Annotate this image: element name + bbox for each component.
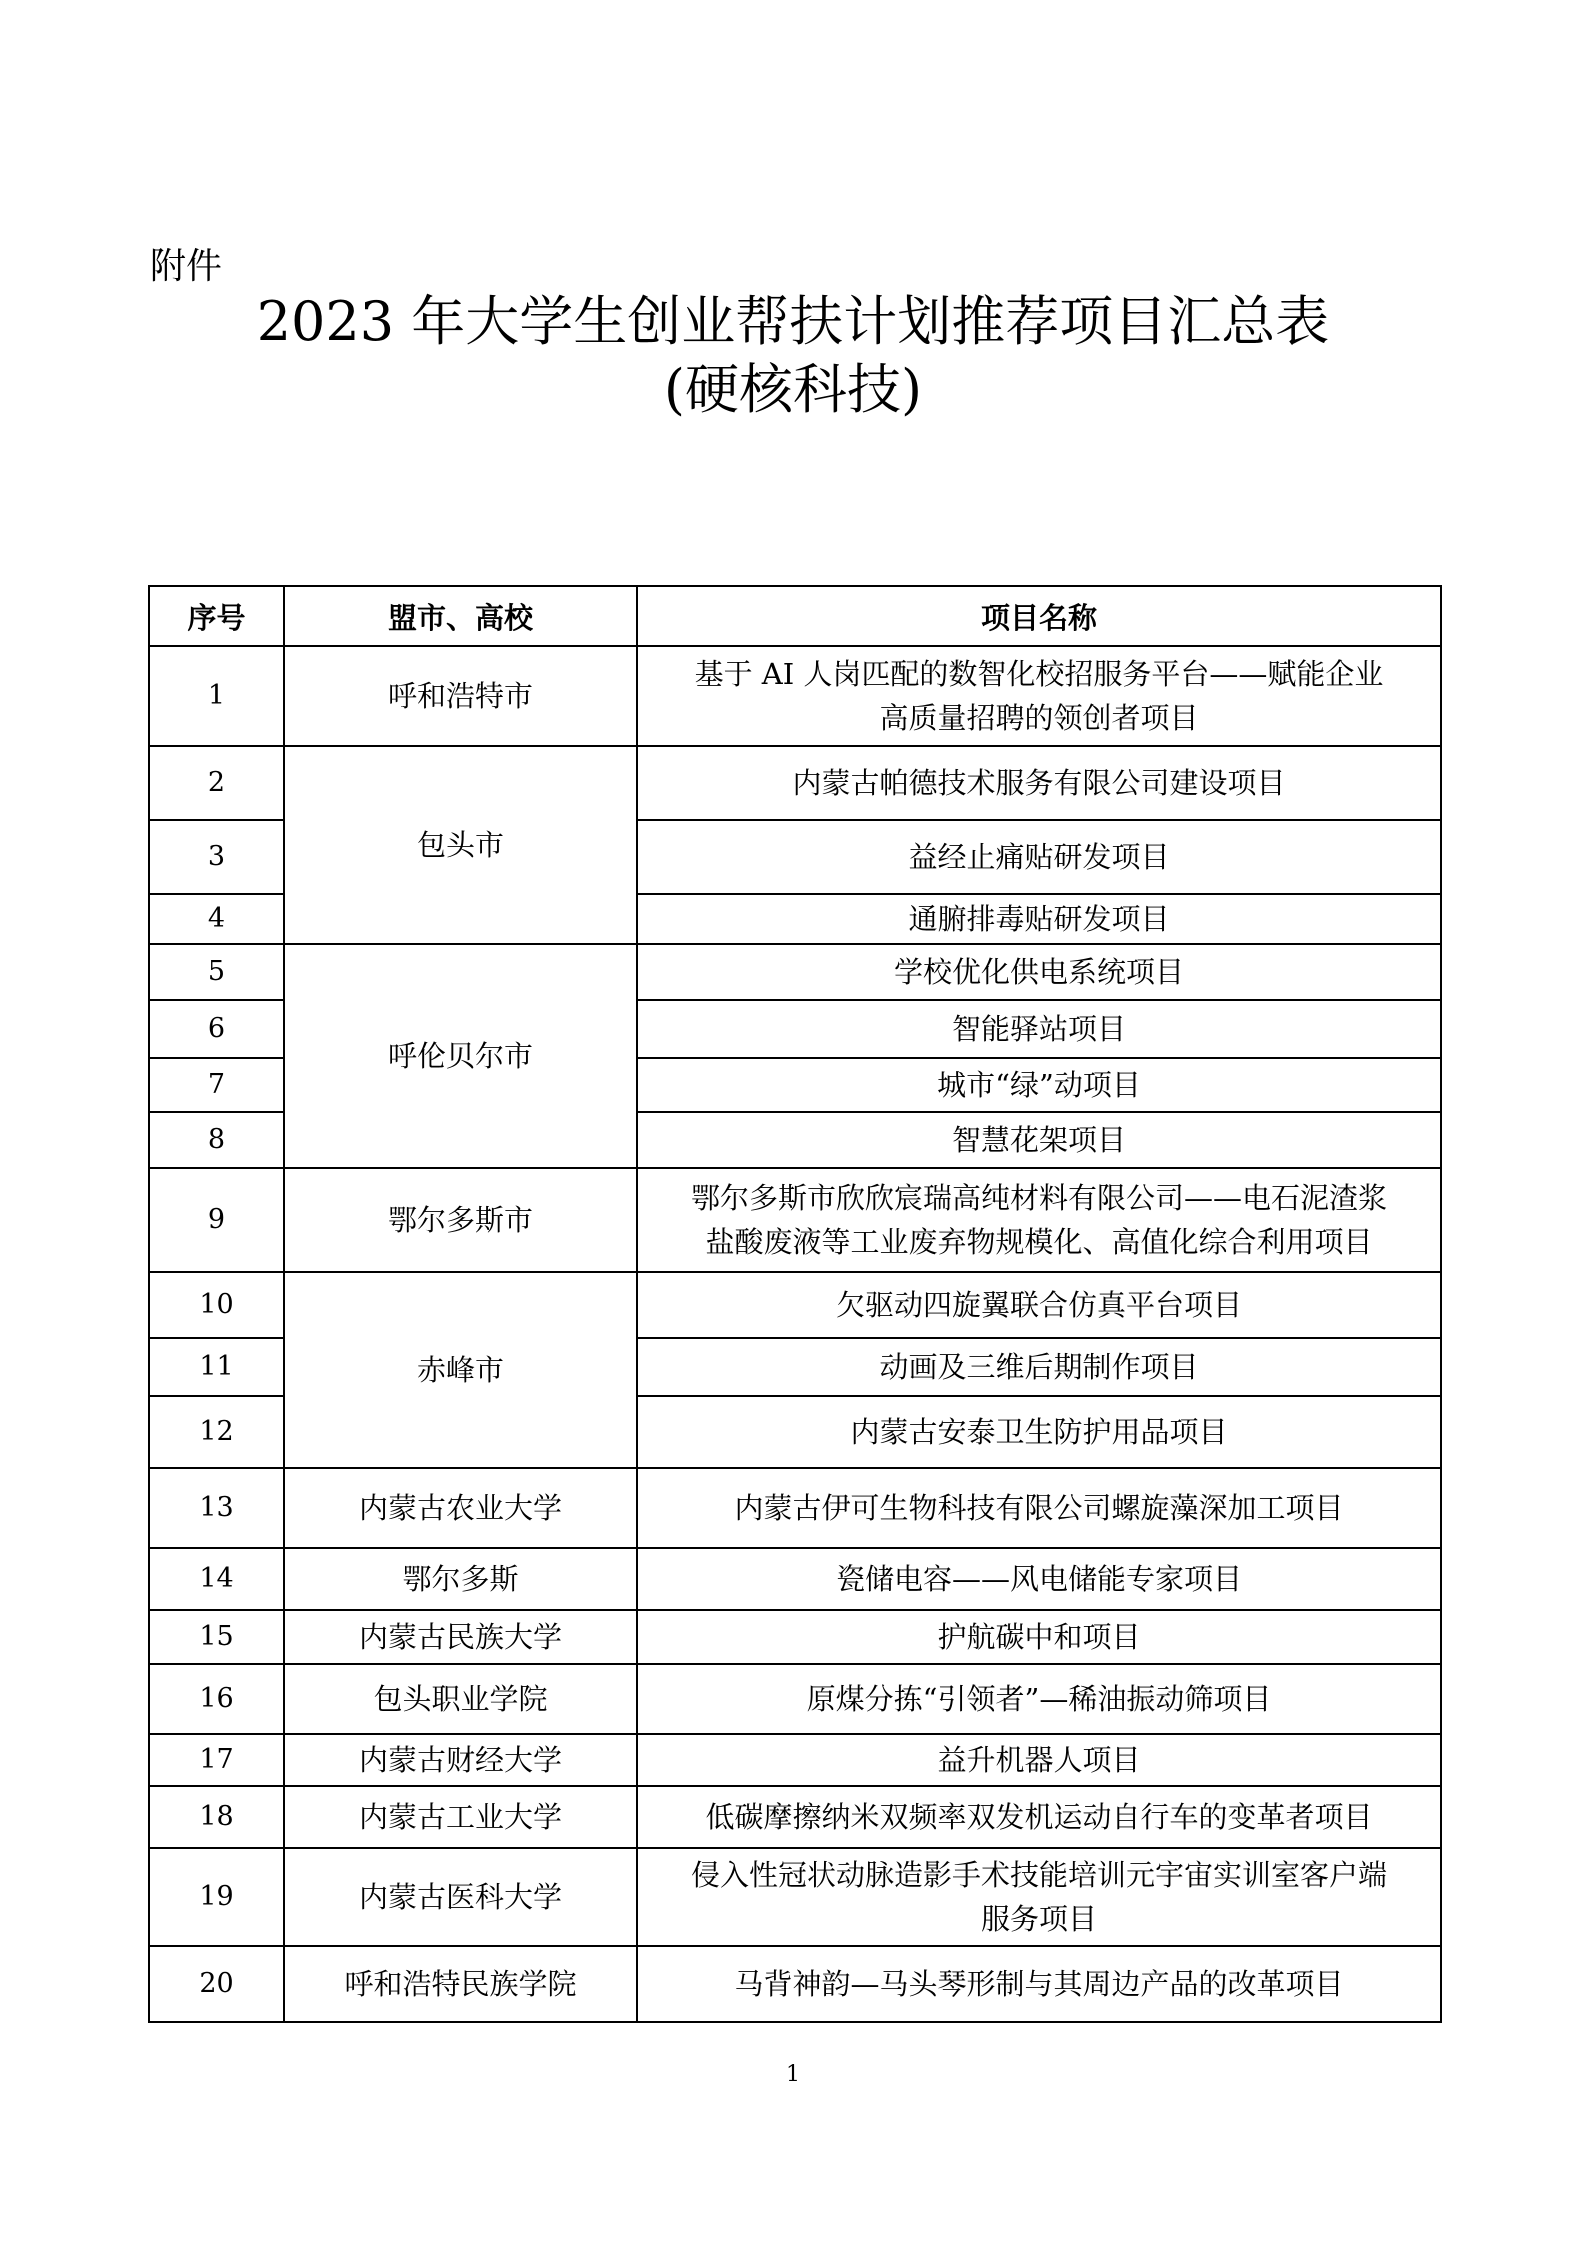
serial-cell: 14 <box>149 1548 284 1610</box>
project-cell: 低碳摩擦纳米双频率双发机运动自行车的变革者项目 <box>637 1786 1441 1848</box>
serial-cell: 10 <box>149 1272 284 1338</box>
project-cell: 智慧花架项目 <box>637 1112 1441 1168</box>
table-row <box>149 1168 1441 1272</box>
unit-cell: 呼和浩特市 <box>284 646 637 746</box>
serial-cell: 7 <box>149 1058 284 1112</box>
serial-cell: 11 <box>149 1338 284 1396</box>
serial-cell: 1 <box>149 646 284 746</box>
table-header-row <box>149 586 1441 646</box>
unit-cell: 内蒙古工业大学 <box>284 1786 637 1848</box>
page-number: 1 <box>786 2062 800 2087</box>
project-line: 高质量招聘的领创者项目 <box>879 701 1199 735</box>
serial-cell: 16 <box>149 1664 284 1734</box>
project-cell: 通腑排毒贴研发项目 <box>637 894 1441 944</box>
table-row <box>149 1272 1441 1338</box>
serial-cell: 20 <box>149 1946 284 2022</box>
table-row <box>149 1610 1441 1664</box>
table-row <box>149 1848 1441 1946</box>
unit-cell: 内蒙古财经大学 <box>284 1734 637 1786</box>
serial-cell: 15 <box>149 1610 284 1664</box>
table-row <box>149 646 1441 746</box>
project-cell: 内蒙古安泰卫生防护用品项目 <box>637 1396 1441 1468</box>
project-cell <box>637 646 1441 746</box>
project-cell: 内蒙古伊可生物科技有限公司螺旋藻深加工项目 <box>637 1468 1441 1548</box>
attachment-label: 附件 <box>150 246 223 287</box>
project-cell <box>637 1848 1441 1946</box>
serial-cell: 9 <box>149 1168 284 1272</box>
unit-cell: 内蒙古民族大学 <box>284 1610 637 1664</box>
serial-cell: 6 <box>149 1000 284 1058</box>
project-line: 鄂尔多斯市欣欣宸瑞高纯材料有限公司——电石泥渣浆 <box>690 1181 1387 1215</box>
project-cell: 学校优化供电系统项目 <box>637 944 1441 1000</box>
table-row <box>149 1548 1441 1610</box>
table-row <box>149 746 1441 820</box>
project-line: 侵入性冠状动脉造影手术技能培训元宇宙实训室客户端 <box>690 1858 1387 1892</box>
serial-cell: 2 <box>149 746 284 820</box>
table-row <box>149 1786 1441 1848</box>
unit-cell: 包头市 <box>284 746 637 944</box>
project-cell: 原煤分拣“引领者”—稀油振动筛项目 <box>637 1664 1441 1734</box>
table-row <box>149 1468 1441 1548</box>
header-serial: 序号 <box>149 586 284 646</box>
unit-cell: 呼和浩特民族学院 <box>284 1946 637 2022</box>
project-cell <box>637 1168 1441 1272</box>
project-cell: 益升机器人项目 <box>637 1734 1441 1786</box>
unit-cell: 包头职业学院 <box>284 1664 637 1734</box>
project-cell: 马背神韵—马头琴形制与其周边产品的改革项目 <box>637 1946 1441 2022</box>
page-title: 2023 年大学生创业帮扶计划推荐项目汇总表 <box>256 290 1330 353</box>
unit-cell: 鄂尔多斯 <box>284 1548 637 1610</box>
serial-cell: 18 <box>149 1786 284 1848</box>
table-row <box>149 1734 1441 1786</box>
serial-cell: 19 <box>149 1848 284 1946</box>
project-cell: 欠驱动四旋翼联合仿真平台项目 <box>637 1272 1441 1338</box>
unit-cell: 内蒙古医科大学 <box>284 1848 637 1946</box>
project-line: 基于 AI 人岗匹配的数智化校招服务平台——赋能企业 <box>694 657 1384 691</box>
project-cell: 智能驿站项目 <box>637 1000 1441 1058</box>
serial-cell: 13 <box>149 1468 284 1548</box>
page-subtitle: (硬核科技) <box>663 358 923 421</box>
header-unit: 盟市、高校 <box>284 586 637 646</box>
project-summary-table <box>148 585 1442 2023</box>
serial-cell: 3 <box>149 820 284 894</box>
table-row <box>149 1946 1441 2022</box>
project-cell: 护航碳中和项目 <box>637 1610 1441 1664</box>
serial-cell: 8 <box>149 1112 284 1168</box>
unit-cell: 鄂尔多斯市 <box>284 1168 637 1272</box>
project-cell: 益经止痛贴研发项目 <box>637 820 1441 894</box>
unit-cell: 赤峰市 <box>284 1272 637 1468</box>
project-cell: 城市“绿”动项目 <box>637 1058 1441 1112</box>
serial-cell: 4 <box>149 894 284 944</box>
project-line: 盐酸废液等工业废弃物规模化、高值化综合利用项目 <box>705 1225 1373 1259</box>
project-cell: 瓷储电容——风电储能专家项目 <box>637 1548 1441 1610</box>
unit-cell: 内蒙古农业大学 <box>284 1468 637 1548</box>
serial-cell: 17 <box>149 1734 284 1786</box>
table-row <box>149 944 1441 1000</box>
serial-cell: 5 <box>149 944 284 1000</box>
project-line: 服务项目 <box>980 1902 1097 1936</box>
serial-cell: 12 <box>149 1396 284 1468</box>
project-cell: 动画及三维后期制作项目 <box>637 1338 1441 1396</box>
unit-cell: 呼伦贝尔市 <box>284 944 637 1168</box>
project-cell: 内蒙古帕德技术服务有限公司建设项目 <box>637 746 1441 820</box>
table-row <box>149 1664 1441 1734</box>
header-project-name: 项目名称 <box>637 586 1441 646</box>
